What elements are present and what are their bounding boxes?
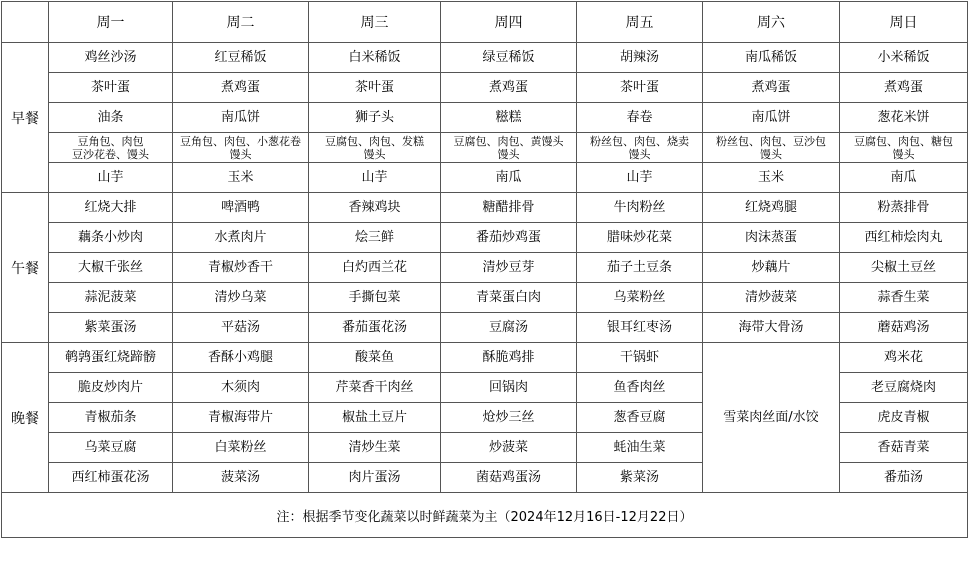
weekly-menu-table <box>1 1 968 538</box>
menu-item: 牛肉粉丝 <box>577 193 703 223</box>
menu-item: 乌菜豆腐 <box>49 433 173 463</box>
dinner-row <box>2 343 968 373</box>
menu-item: 狮子头 <box>309 103 441 133</box>
menu-item: 酥脆鸡排 <box>441 343 577 373</box>
menu-item: 蒜香生菜 <box>840 283 968 313</box>
breakfast-row <box>2 163 968 193</box>
menu-item: 肉片蛋汤 <box>309 463 441 493</box>
menu-item: 海带大骨汤 <box>703 313 840 343</box>
menu-item: 糍糕 <box>441 103 577 133</box>
menu-item: 红烧大排 <box>49 193 173 223</box>
menu-item: 香菇青菜 <box>840 433 968 463</box>
menu-item: 腊味炒花菜 <box>577 223 703 253</box>
menu-item: 青椒炒香干 <box>173 253 309 283</box>
meal-label-dinner: 晚餐 <box>2 343 49 493</box>
menu-item: 煮鸡蛋 <box>703 73 840 103</box>
menu-item: 香酥小鸡腿 <box>173 343 309 373</box>
menu-item: 菌菇鸡蛋汤 <box>441 463 577 493</box>
menu-item: 煮鸡蛋 <box>840 73 968 103</box>
menu-item: 煮鸡蛋 <box>173 73 309 103</box>
menu-item: 葱花米饼 <box>840 103 968 133</box>
menu-item: 椒盐土豆片 <box>309 403 441 433</box>
menu-item: 啤酒鸭 <box>173 193 309 223</box>
day-header-tuesday: 周二 <box>173 2 309 43</box>
menu-item: 西红柿蛋花汤 <box>49 463 173 493</box>
menu-item: 炒藕片 <box>703 253 840 283</box>
menu-item: 糖醋排骨 <box>441 193 577 223</box>
day-header-thursday: 周四 <box>441 2 577 43</box>
menu-item: 鹌鹑蛋红烧蹄髈 <box>49 343 173 373</box>
menu-item: 山芋 <box>577 163 703 193</box>
menu-item: 香辣鸡块 <box>309 193 441 223</box>
menu-item: 清炒菠菜 <box>703 283 840 313</box>
menu-item: 茶叶蛋 <box>49 73 173 103</box>
menu-item: 南瓜 <box>840 163 968 193</box>
menu-item: 胡辣汤 <box>577 43 703 73</box>
lunch-row <box>2 283 968 313</box>
menu-item: 银耳红枣汤 <box>577 313 703 343</box>
lunch-row <box>2 223 968 253</box>
lunch-row <box>2 253 968 283</box>
footnote: 注：根据季节变化蔬菜以时鲜蔬菜为主（2024年12月16日-12月22日） <box>2 493 968 538</box>
menu-item: 豆角包、肉包、小葱花卷 馒头 <box>173 133 309 163</box>
menu-item: 粉蒸排骨 <box>840 193 968 223</box>
menu-item: 油条 <box>49 103 173 133</box>
menu-item: 茄子土豆条 <box>577 253 703 283</box>
menu-item: 菠菜汤 <box>173 463 309 493</box>
menu-item: 豆腐包、肉包、糖包 馒头 <box>840 133 968 163</box>
menu-item: 番茄蛋花汤 <box>309 313 441 343</box>
breakfast-row <box>2 103 968 133</box>
menu-item: 茶叶蛋 <box>577 73 703 103</box>
menu-item: 番茄汤 <box>840 463 968 493</box>
header-row <box>2 2 968 43</box>
menu-item: 粉丝包、肉包、烧卖 馒头 <box>577 133 703 163</box>
breakfast-row <box>2 73 968 103</box>
day-header-monday: 周一 <box>49 2 173 43</box>
corner-cell <box>2 2 49 43</box>
menu-item: 蘑菇鸡汤 <box>840 313 968 343</box>
menu-item: 粉丝包、肉包、豆沙包 馒头 <box>703 133 840 163</box>
menu-item: 紫菜汤 <box>577 463 703 493</box>
menu-item: 红烧鸡腿 <box>703 193 840 223</box>
menu-item: 茶叶蛋 <box>309 73 441 103</box>
menu-item-saturday-dinner: 雪菜肉丝面/水饺 <box>703 343 840 493</box>
menu-item: 白菜粉丝 <box>173 433 309 463</box>
menu-item: 烩三鲜 <box>309 223 441 253</box>
menu-item: 平菇汤 <box>173 313 309 343</box>
menu-item: 青椒茄条 <box>49 403 173 433</box>
menu-item: 南瓜饼 <box>703 103 840 133</box>
menu-item: 小米稀饭 <box>840 43 968 73</box>
menu-item: 鱼香肉丝 <box>577 373 703 403</box>
menu-item: 山芋 <box>49 163 173 193</box>
breakfast-row <box>2 43 968 73</box>
menu-item: 南瓜稀饭 <box>703 43 840 73</box>
menu-item: 木须肉 <box>173 373 309 403</box>
lunch-row <box>2 193 968 223</box>
menu-item: 玉米 <box>703 163 840 193</box>
menu-item: 脆皮炒肉片 <box>49 373 173 403</box>
day-header-friday: 周五 <box>577 2 703 43</box>
menu-item: 春卷 <box>577 103 703 133</box>
menu-item: 青菜蛋白肉 <box>441 283 577 313</box>
menu-item: 蒜泥菠菜 <box>49 283 173 313</box>
menu-item: 酸菜鱼 <box>309 343 441 373</box>
day-header-wednesday: 周三 <box>309 2 441 43</box>
breakfast-row <box>2 133 968 163</box>
menu-item: 青椒海带片 <box>173 403 309 433</box>
menu-item: 水煮肉片 <box>173 223 309 253</box>
meal-label-breakfast: 早餐 <box>2 43 49 193</box>
menu-item: 绿豆稀饭 <box>441 43 577 73</box>
day-header-saturday: 周六 <box>703 2 840 43</box>
menu-item: 白米稀饭 <box>309 43 441 73</box>
menu-item: 尖椒土豆丝 <box>840 253 968 283</box>
menu-item: 炒菠菜 <box>441 433 577 463</box>
menu-item: 白灼西兰花 <box>309 253 441 283</box>
menu-item: 红豆稀饭 <box>173 43 309 73</box>
menu-item: 大椒千张丝 <box>49 253 173 283</box>
lunch-row <box>2 313 968 343</box>
menu-item: 清炒生菜 <box>309 433 441 463</box>
menu-item: 南瓜 <box>441 163 577 193</box>
menu-item: 老豆腐烧肉 <box>840 373 968 403</box>
menu-item: 清炒乌菜 <box>173 283 309 313</box>
menu-item: 豆腐汤 <box>441 313 577 343</box>
menu-item: 回锅肉 <box>441 373 577 403</box>
menu-item: 西红柿烩肉丸 <box>840 223 968 253</box>
menu-item: 手撕包菜 <box>309 283 441 313</box>
menu-item: 豆腐包、肉包、黄馒头 馒头 <box>441 133 577 163</box>
menu-item: 煮鸡蛋 <box>441 73 577 103</box>
menu-item: 豆角包、肉包 豆沙花卷、馒头 <box>49 133 173 163</box>
menu-item: 鸡丝沙汤 <box>49 43 173 73</box>
menu-item: 葱香豆腐 <box>577 403 703 433</box>
menu-item: 炝炒三丝 <box>441 403 577 433</box>
day-header-sunday: 周日 <box>840 2 968 43</box>
note-row <box>2 493 968 538</box>
menu-item: 蚝油生菜 <box>577 433 703 463</box>
menu-item: 紫菜蛋汤 <box>49 313 173 343</box>
menu-item: 肉沫蒸蛋 <box>703 223 840 253</box>
meal-label-lunch: 午餐 <box>2 193 49 343</box>
menu-item: 番茄炒鸡蛋 <box>441 223 577 253</box>
menu-item: 乌菜粉丝 <box>577 283 703 313</box>
menu-item: 鸡米花 <box>840 343 968 373</box>
menu-item: 山芋 <box>309 163 441 193</box>
menu-item: 干锅虾 <box>577 343 703 373</box>
menu-item: 玉米 <box>173 163 309 193</box>
menu-item: 清炒豆芽 <box>441 253 577 283</box>
menu-item: 豆腐包、肉包、发糕 馒头 <box>309 133 441 163</box>
menu-item: 虎皮青椒 <box>840 403 968 433</box>
menu-item: 藕条小炒肉 <box>49 223 173 253</box>
menu-item: 南瓜饼 <box>173 103 309 133</box>
menu-item: 芹菜香干肉丝 <box>309 373 441 403</box>
